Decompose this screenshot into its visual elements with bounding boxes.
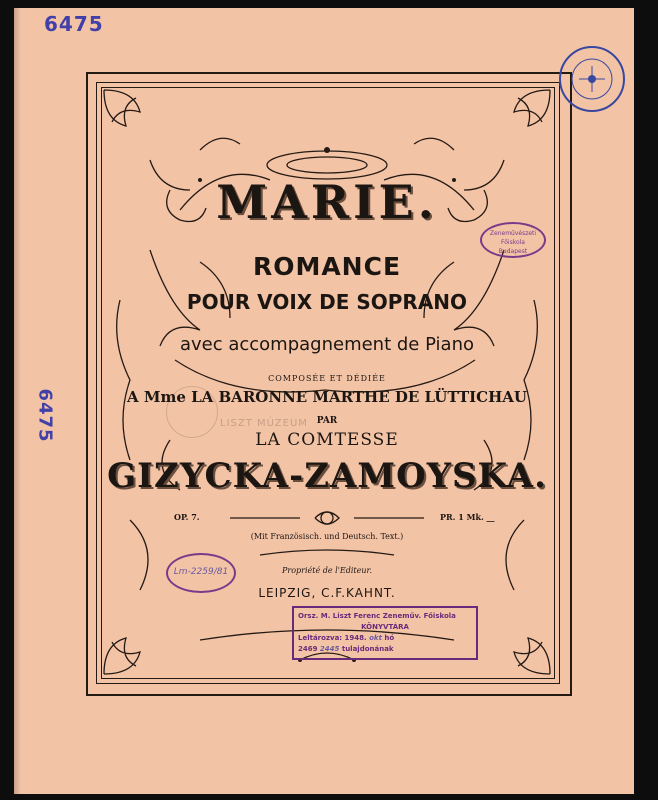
round-seal-icon: [557, 44, 627, 114]
library-loan-handwritten: okt: [369, 634, 382, 642]
watermark-text: LISZT MÚZEUM: [220, 418, 308, 429]
accession-number-handwritten: Lm-2259/81: [173, 567, 229, 577]
comtesse-label: LA COMTESSE: [255, 430, 399, 450]
title: MARIE.: [216, 175, 438, 229]
price: PR. 1 Mk. __: [440, 512, 495, 522]
opus-number: OP. 7.: [174, 512, 200, 522]
voice-line: POUR VOIX DE SOPRANO: [186, 290, 468, 314]
academy-oval-stamp: Zeneművészeti Főiskola Budapest: [480, 222, 546, 258]
accompaniment-line: avec accompagnement de Piano: [179, 334, 475, 355]
library-tail: tulajdonának: [341, 645, 394, 653]
composer-name: GIZYCKA-ZAMOYSKA.: [107, 456, 547, 496]
languages-note: (Mit Französisch. und Deutsch. Text.): [250, 532, 404, 541]
library-stamp-line2: KÖNYVTÁRA: [361, 623, 409, 631]
library-loan-label: Leltározva: 1948.: [298, 634, 367, 642]
publisher-imprint: LEIPZIG, C.F.KAHNT.: [258, 586, 396, 600]
accession-oval-stamp: [166, 553, 236, 593]
library-number-handwritten: 2445: [319, 645, 340, 653]
library-stamp-line1: Orsz. M. Liszt Ferenc Zeneműv. Főiskola: [298, 612, 456, 620]
library-ho: hó: [384, 634, 395, 642]
inventory-number-top: 6475: [44, 12, 104, 36]
dedication-intro: COMPOSÉE ET DÉDIÉE: [268, 374, 386, 383]
library-stamp: [292, 606, 478, 660]
publisher-property: Propriété de l'Editeur.: [281, 566, 373, 575]
par-label: PAR: [316, 416, 338, 426]
library-number: 2469: [298, 645, 318, 653]
dedicatee: A Mme LA BARONNE MARTHE DE LÜTTICHAU: [127, 388, 527, 406]
subtitle-romance: ROMANCE: [252, 252, 402, 281]
inventory-number-side: 6475: [34, 388, 56, 443]
